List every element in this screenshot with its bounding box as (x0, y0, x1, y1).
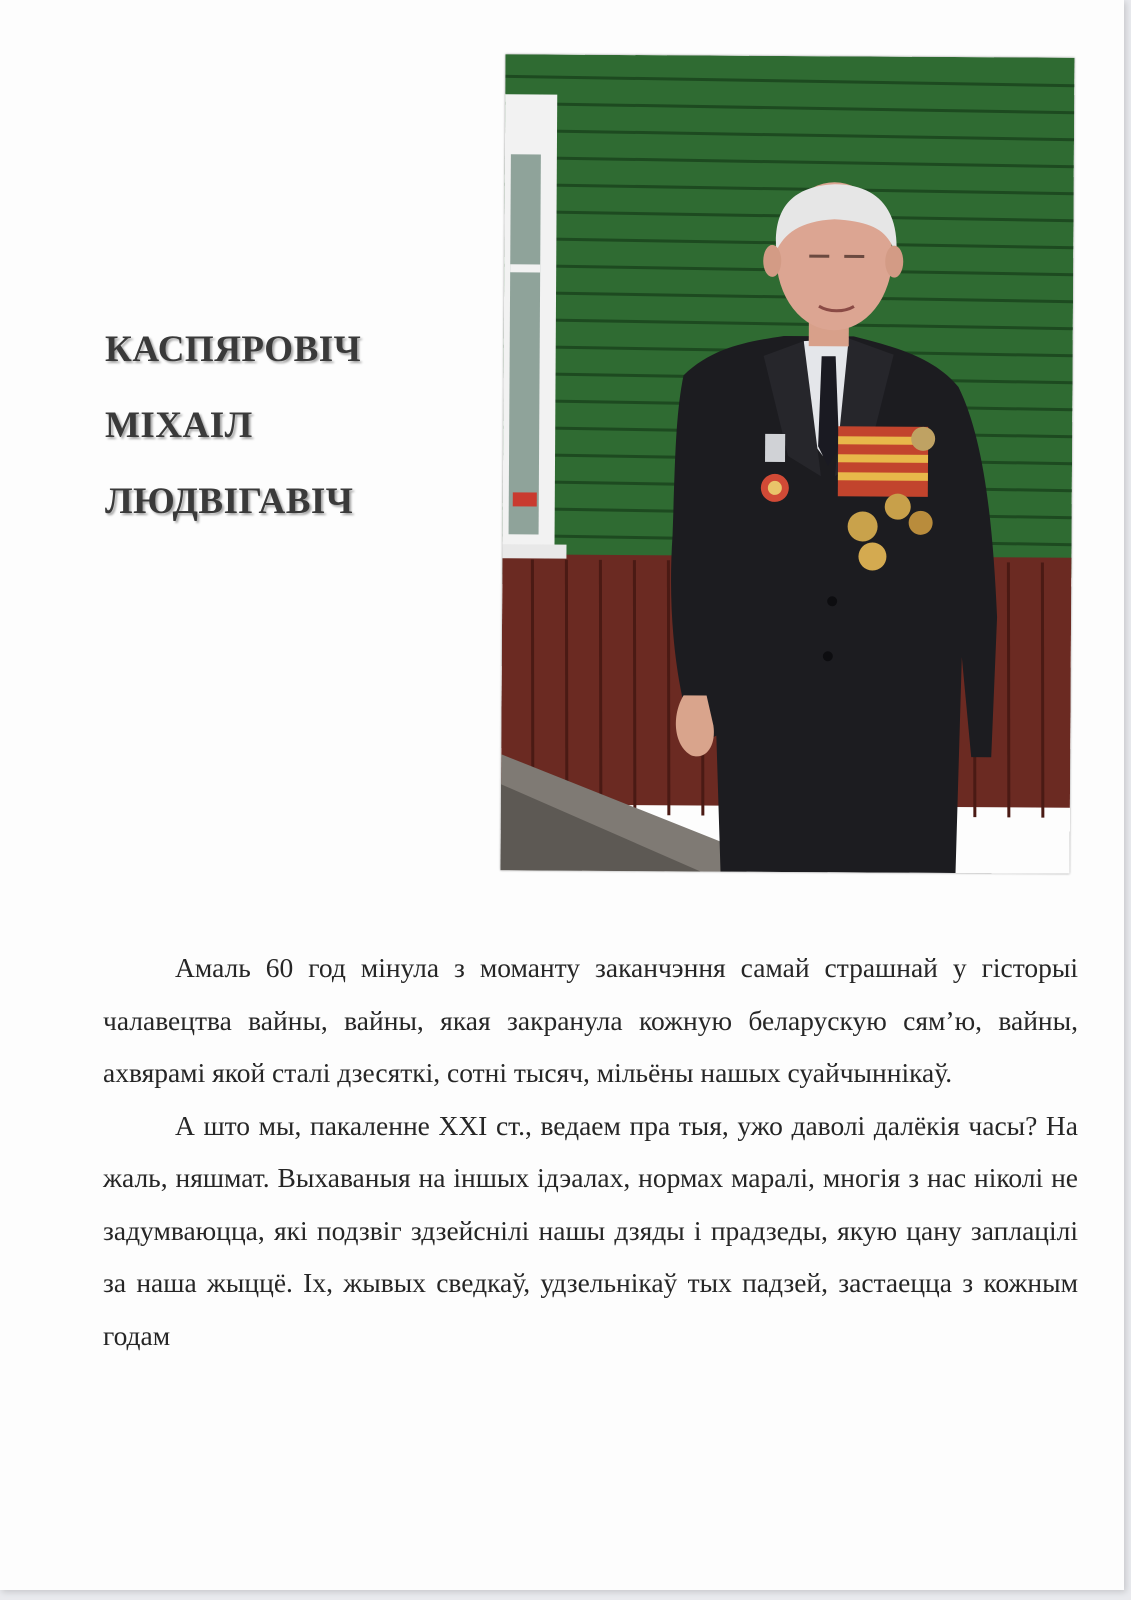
paragraph: Амаль 60 год мінула з моманту заканчэння самай страшнай у гісторыі чалавецтва вайны, вайны, якая закранула кожную беларускую сям’ю, вайны, ахвярамі якой сталі дзесяткі, сотні тысяч, мільёны нашых суайчыннікаў. (103, 952, 1078, 1088)
person-name-heading (105, 312, 361, 540)
first-name: МІХАІЛ (105, 405, 253, 446)
veteran-portrait-photo (501, 54, 1075, 873)
surname: КАСПЯРОВІЧ (105, 329, 362, 370)
article-body (103, 942, 1078, 1362)
patronymic: ЛЮДВІГАВІЧ (105, 481, 354, 522)
paragraph: А што мы, пакаленне XXI ст., ведаем пра тыя, ужо даволі далёкія часы? На жаль, няшмат. Выхаваныя на іншых ідэалах, нормах маралі, многія з нас ніколі не задумваюцца, які подзвіг здзейснілі нашы дзяды і прадзеды, якую цану заплацілі за наша жыццё. Іх, жывых сведкаў, удзельнікаў тых падзей, застаецца з кожным годам (103, 1109, 1078, 1351)
